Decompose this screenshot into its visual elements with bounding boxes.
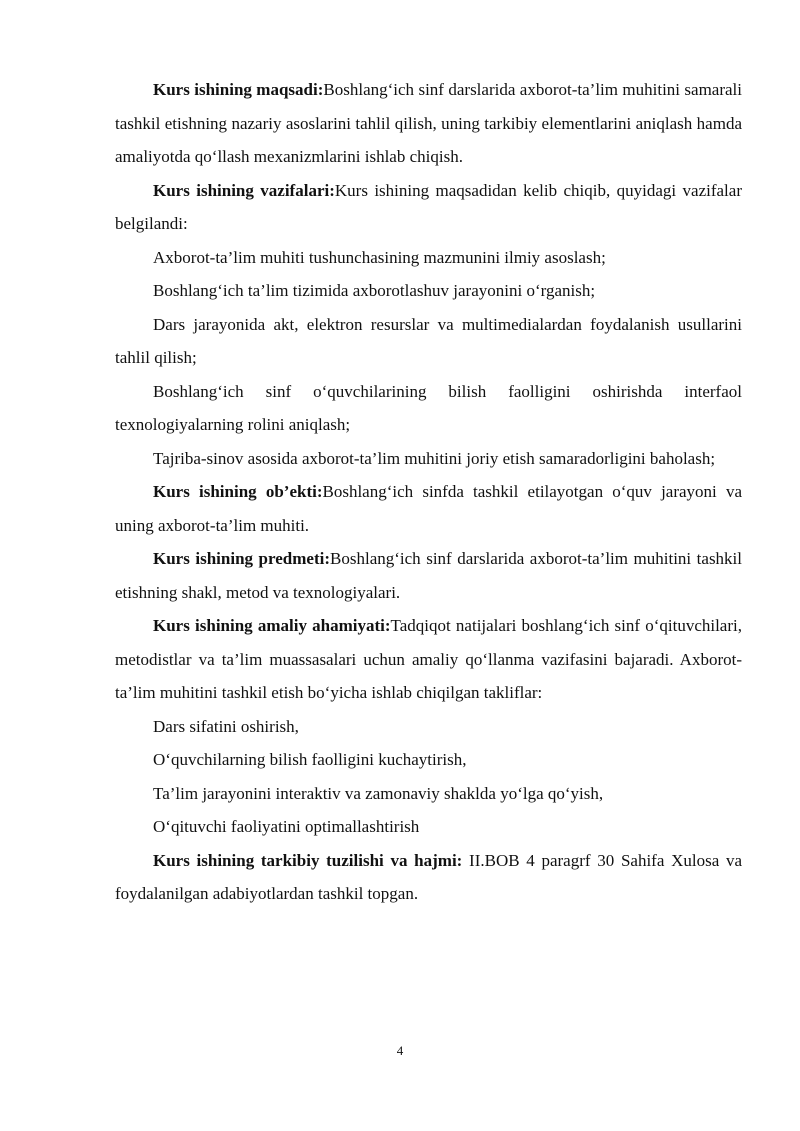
paragraph-text: O‘qituvchi faoliyatini optimallashtirish — [153, 817, 420, 836]
page-number: 4 — [396, 1043, 404, 1058]
paragraph — [115, 274, 742, 308]
paragraph-text: O‘quvchilarning bilish faolligini kuchaytirish, — [153, 750, 467, 769]
paragraph — [115, 475, 742, 542]
paragraph — [115, 609, 742, 710]
paragraph — [115, 710, 742, 744]
paragraph — [115, 442, 742, 476]
paragraph — [115, 743, 742, 777]
paragraph-text: Axborot-ta’lim muhiti tushunchasining mazmunini ilmiy asoslash; — [153, 247, 606, 267]
paragraph-heading: Kurs ishining maqsadi: — [153, 80, 324, 99]
paragraph-text: II.BOB 4 paragrf 30 Sahifa Xulosa va foydalanilgan adabiyotlardan tashkil topgan. — [115, 850, 742, 903]
paragraph-heading: Kurs ishining ob’ekti: — [153, 482, 323, 501]
paragraph-text: Boshlang‘ich sinf o‘quvchilarining bilish faolligini oshirishda interfaol texnologiyalarning rolini aniqlash; — [115, 381, 742, 434]
paragraph-text: Tadqiqot natijalari boshlang‘ich sinf o‘qituvchilari, metodistlar va ta’lim muassasalari uchun amaliy qo‘llanma vazifasini bajaradi. Axborot-ta’lim muhitini tashkil etish bo‘yicha ishlab chiqilgan takliflar: — [115, 616, 742, 702]
document-body — [115, 73, 742, 911]
paragraph-heading: Kurs ishining predmeti: — [153, 549, 331, 568]
paragraph-text: Boshlang‘ich ta’lim tizimida axborotlashuv jarayonini o‘rganish; — [153, 281, 596, 300]
paragraph — [115, 810, 742, 844]
paragraph-text: Kurs ishining maqsadidan kelib chiqib, quyidagi vazifalar belgilandi: — [115, 180, 742, 233]
paragraph-text: Dars jarayonida akt, elektron resurslar va multimedialardan foydalanish usullarini tahlil qilish; — [115, 314, 742, 367]
paragraph — [115, 308, 742, 375]
paragraph-heading: Kurs ishining tarkibiy tuzilishi va hajmi: — [153, 850, 463, 870]
paragraph — [115, 241, 742, 275]
paragraph-heading: Kurs ishining vazifalari: — [153, 180, 335, 200]
paragraph — [115, 375, 742, 442]
paragraph-text: Dars sifatini oshirish, — [153, 716, 299, 736]
paragraph-text: Boshlang‘ich sinf darslarida axborot-ta’lim muhitini samarali tashkil etishning nazariy asoslarini tahlil qilish, uning tarkibiy elementlarini aniqlash hamda amaliyotda qo‘llash mexanizmlarini ishlab chiqish. — [115, 80, 743, 166]
paragraph-heading: Kurs ishining amaliy ahamiyati: — [153, 616, 391, 635]
paragraph — [115, 844, 742, 911]
paragraph-text: Ta’lim jarayonini interaktiv va zamonaviy shaklda yo‘lga qo‘yish, — [153, 783, 604, 803]
paragraph — [115, 542, 742, 609]
paragraph-text: Tajriba-sinov asosida axborot-ta’lim muhitini joriy etish samaradorligini baholash; — [153, 448, 716, 468]
paragraph-text: Boshlang‘ich sinfda tashkil etilayotgan o‘quv jarayoni va uning axborot-ta’lim muhiti. — [115, 482, 742, 535]
paragraph — [115, 777, 742, 811]
paragraph — [115, 73, 742, 174]
paragraph-text: Boshlang‘ich sinf darslarida axborot-ta’lim muhitini tashkil etishning shakl, metod va texnologiyalari. — [115, 549, 743, 602]
paragraph — [115, 174, 742, 241]
